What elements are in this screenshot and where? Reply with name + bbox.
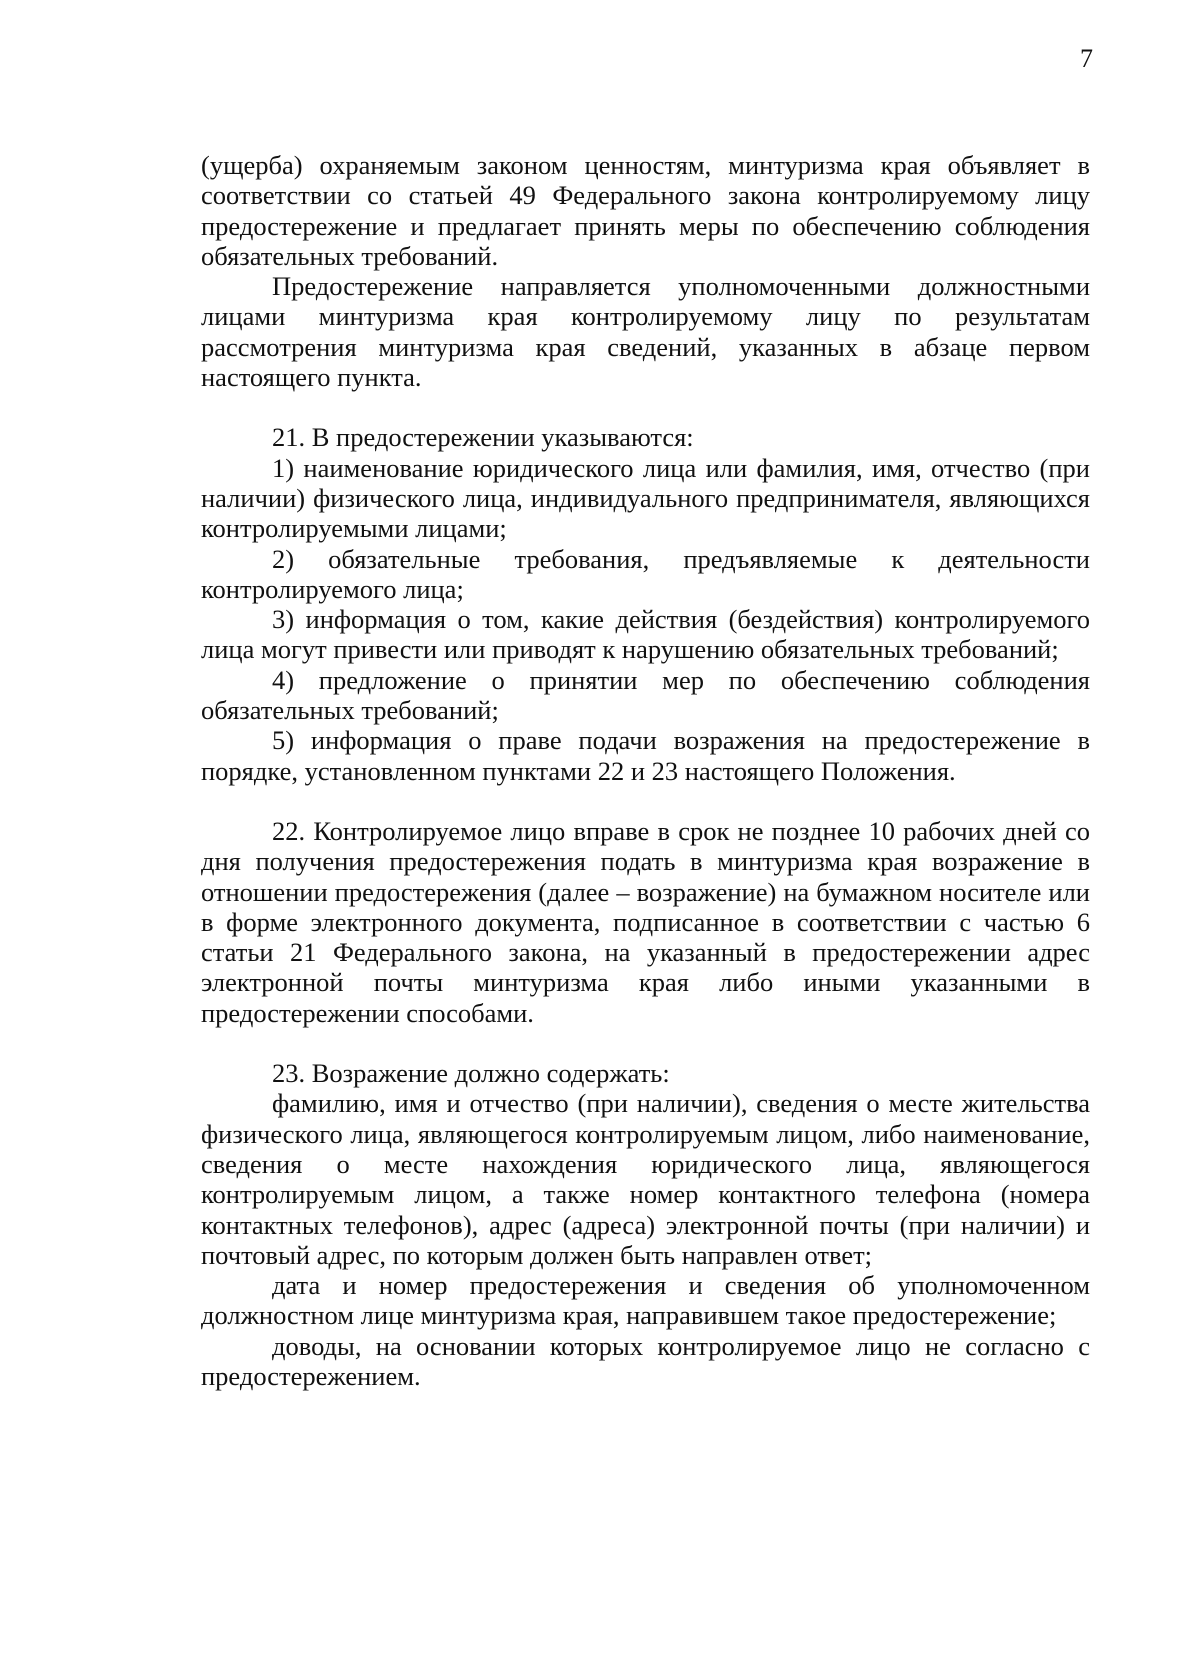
paragraph-item-23-arguments: доводы, на основании которых контролируемое лицо не согласно с предостережением.	[201, 1330, 1090, 1391]
document-body	[201, 150, 1090, 1391]
paragraph-item-21-4: 4) предложение о принятии мер по обеспечению соблюдения обязательных требований;	[201, 664, 1090, 726]
paragraph-item-21-5: 5) информация о праве подачи возражения на предостережение в порядке, установленном пунктами 22 и 23 настоящего Положения.	[201, 725, 1090, 786]
paragraph-item-23-heading: 23. Возражение должно содержать:	[272, 1058, 670, 1089]
paragraph-continuation: (ущерба) охраняемым законом ценностям, минтуризма края объявляет в соответствии со статьей 49 Федерального закона контролируемому лицу предостережение и предлагает принять меры по обеспечению соблюдения обязательных требований.	[201, 150, 1090, 271]
paragraph-item-21-2: 2) обязательные требования, предъявляемые к деятельности контролируемого лица;	[201, 543, 1090, 604]
paragraph-item-22: 22. Контролируемое лицо вправе в срок не позднее 10 рабочих дней со дня получения предостережения подать в минтуризма края возражение в отношении предостережения (далее – возражение) на бумажном носителе или в форме электронного документа, подписанное в соответствии с частью 6 статьи 21 Федерального закона, на указанный в предостережении адрес электронной почты минтуризма края либо иными указанными в предостережении способами.	[201, 815, 1090, 1028]
page-number: 7	[1080, 44, 1093, 73]
paragraph-warning-sent: Предостережение направляется уполномоченными должностными лицами минтуризма края контролируемому лицу по результатам рассмотрения минтуризма края сведений, указанных в абзаце первом настоящего пункта.	[201, 271, 1090, 393]
paragraph-item-21-1: 1) наименование юридического лица или фамилия, имя, отчество (при наличии) физического лица, индивидуального предпринимателя, являющихся контролируемыми лицами;	[201, 452, 1090, 544]
paragraph-item-23-date-number: дата и номер предостережения и сведения об уполномоченном должностном лице минтуризма края, направившем такое предостережение;	[201, 1270, 1090, 1331]
paragraph-item-21-3: 3) информация о том, какие действия (бездействия) контролируемого лица могут привести или приводят к нарушению обязательных требований;	[201, 604, 1090, 665]
paragraph-item-21-heading: 21. В предостережении указываются:	[272, 422, 694, 453]
paragraph-item-23-contacts: фамилию, имя и отчество (при наличии), сведения о месте жительства физического лица, являющегося контролируемым лицом, либо наименование, сведения о месте нахождения юридического лица, являющегося контролируемым лицом, а также номер контактного телефона (номера контактных телефонов), адрес (адреса) электронной почты (при наличии) и почтовый адрес, по которым должен быть направлен ответ;	[201, 1088, 1090, 1270]
